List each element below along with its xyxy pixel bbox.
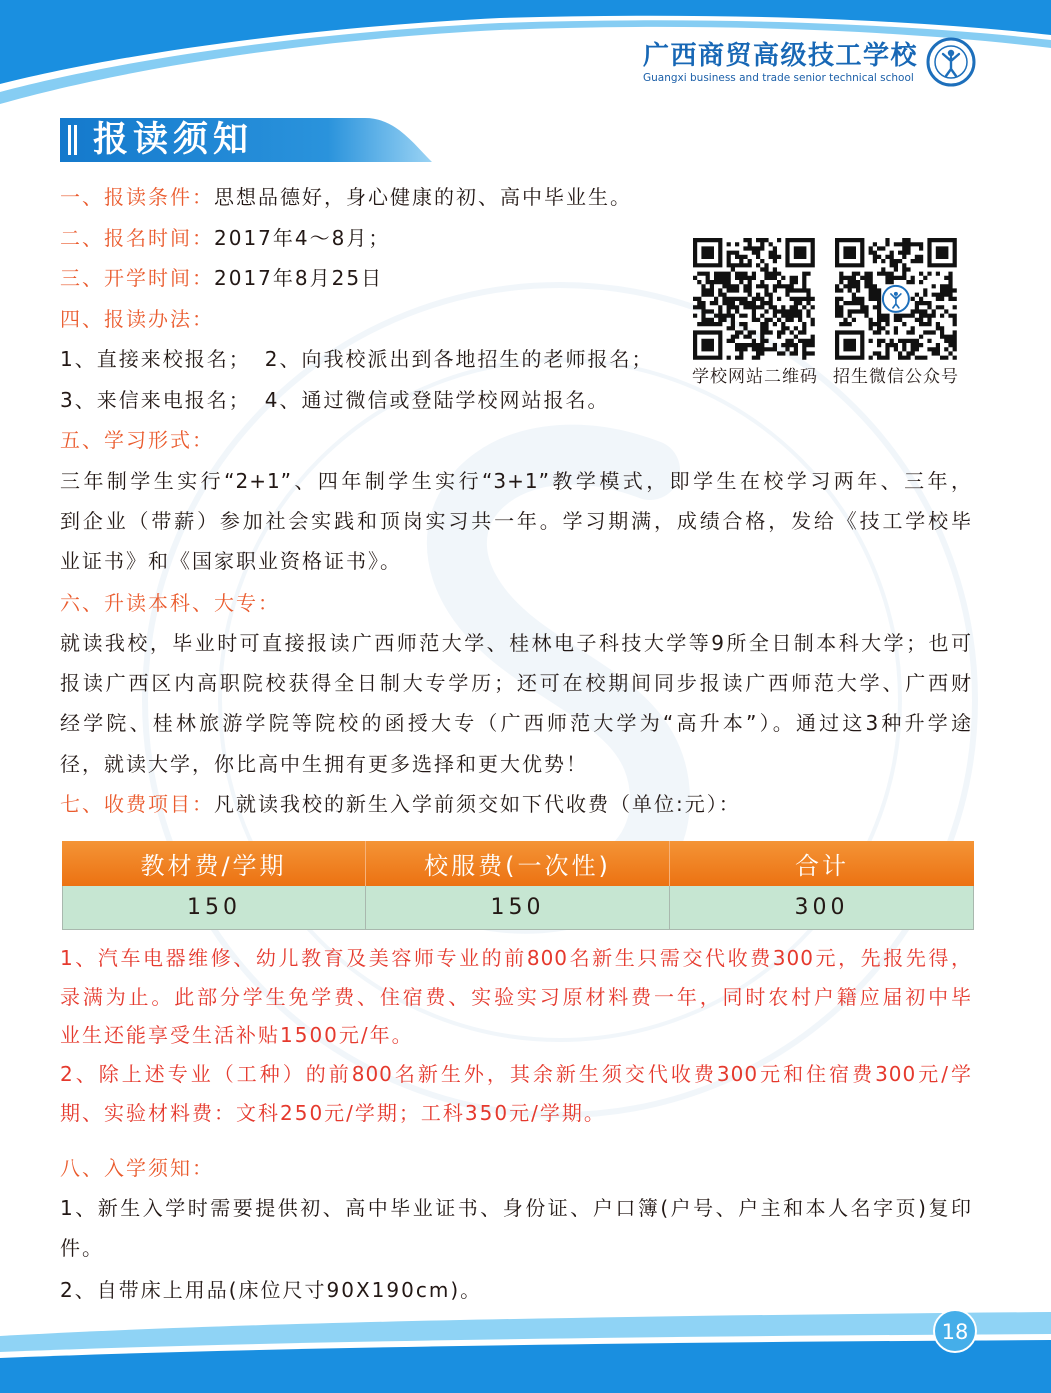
conditions-text: 思想品德好，身心健康的初、高中毕业生。 [214,185,632,209]
methods-label: 四、报读办法： [60,307,214,331]
fee-value-uniform: 150 [366,886,670,930]
fee-note-line-1: 1、汽车电器维修、幼儿教育及美容师专业的前800名新生只需交代收费300元，先报先得， [60,946,972,970]
fees-row [60,790,741,818]
fee-note-line-5: 期、实验材料费：文科250元/学期；工科350元/学期。 [60,1101,606,1125]
school-name-en: Guangxi business and trade senior technical school [643,72,914,84]
registration-time-text: 2017年4～8月； [214,226,391,250]
method-item-3: 3、来信来电报名； [60,388,251,412]
fee-table [62,841,974,930]
qr-finder-pattern-3 [835,330,864,359]
qr-finder-pattern-1 [835,238,864,267]
page-title: 报读须知 [93,120,254,160]
study-form-line-2: 到企业（带薪）参加社会实践和顶岗实习共一年。学习期满，成绩合格，发给《技工学校毕 [60,509,972,533]
fee-header-uniform: 校服费(一次性) [366,841,670,886]
qr-caption-website: 学校网站二维码 [692,367,818,387]
admission-label: 八、入学须知： [60,1156,214,1180]
method-item-1: 1、直接来校报名； [60,347,251,371]
qr-caption-wechat: 招生微信公众号 [833,367,959,387]
study-form-line-1: 三年制学生实行“2+1”、四年制学生实行“3+1”教学模式，即学生在校学习两年、三年， [60,469,972,493]
fee-note-line-3: 业生还能享受生活补贴1500元/年。 [60,1023,414,1047]
footer-wave [0,1300,1051,1393]
qr-logo-icon [883,286,909,312]
start-time-row [60,264,383,292]
further-study-line-4: 径，就读大学，你比高中生拥有更多选择和更大优势！ [60,752,588,776]
further-study-label: 六、升读本科、大专： [60,591,280,615]
qr-code-website [693,238,815,360]
conditions-row [60,183,632,211]
qr-finder-pattern-2 [927,238,956,267]
start-time-label: 三、开学时间： [60,266,214,290]
methods-row-2 [60,386,609,414]
school-name-cn: 广西商贸高级技工学校 [643,41,919,71]
fees-label: 七、收费项目： [60,792,214,816]
qr-finder-pattern-3 [693,330,722,359]
further-study-line-3: 经学院、桂林旅游学院等院校的函授大专（广西师范大学为“高升本”）。通过这3种升学途 [60,711,972,735]
fee-note-line-2: 录满为止。此部分学生免学费、住宿费、实验实习原材料费一年，同时农村户籍应届初中毕 [60,985,972,1009]
qr-code-wechat [835,238,957,360]
page-number: 18 [941,1320,969,1344]
qr-finder-pattern-1 [693,238,722,267]
method-item-4: 4、通过微信或登陆学校网站报名。 [264,388,610,412]
registration-time-label: 二、报名时间： [60,226,214,250]
admission-line-1: 1、新生入学时需要提供初、高中毕业证书、身份证、户口簿(户号、户主和本人名字页)复印 [60,1196,972,1220]
method-item-2: 2、向我校派出到各地招生的老师报名； [264,347,654,371]
fees-text: 凡就读我校的新生入学前须交如下代收费（单位:元）： [214,792,741,816]
fee-note-line-4: 2、除上述专业（工种）的前800名新生外，其余新生须交代收费300元和住宿费300元/学 [60,1062,972,1086]
fee-value-textbook: 150 [62,886,366,930]
admission-line-2: 件。 [60,1236,104,1260]
methods-row-1 [60,345,653,373]
further-study-line-1: 就读我校，毕业时可直接报读广西师范大学、桂林电子科技大学等9所全日制本科大学；也可 [60,631,972,655]
qr-finder-pattern-2 [785,238,814,267]
admission-line-3: 2、自带床上用品(床位尺寸90X190cm)。 [60,1278,483,1302]
fee-value-total: 300 [670,886,974,930]
study-form-label: 五、学习形式： [60,428,214,452]
conditions-label: 一、报读条件： [60,185,214,209]
start-time-text: 2017年8月25日 [214,266,384,290]
fee-header-total: 合计 [670,841,974,886]
fee-header-textbook: 教材费/学期 [62,841,366,886]
study-form-line-3: 业证书》和《国家职业资格证书》。 [60,549,402,573]
further-study-line-2: 报读广西区内高职院校获得全日制大专学历；还可在校期间同步报读广西师范大学、广西财 [60,671,972,695]
registration-time-row [60,224,390,252]
school-emblem-icon [926,37,976,87]
